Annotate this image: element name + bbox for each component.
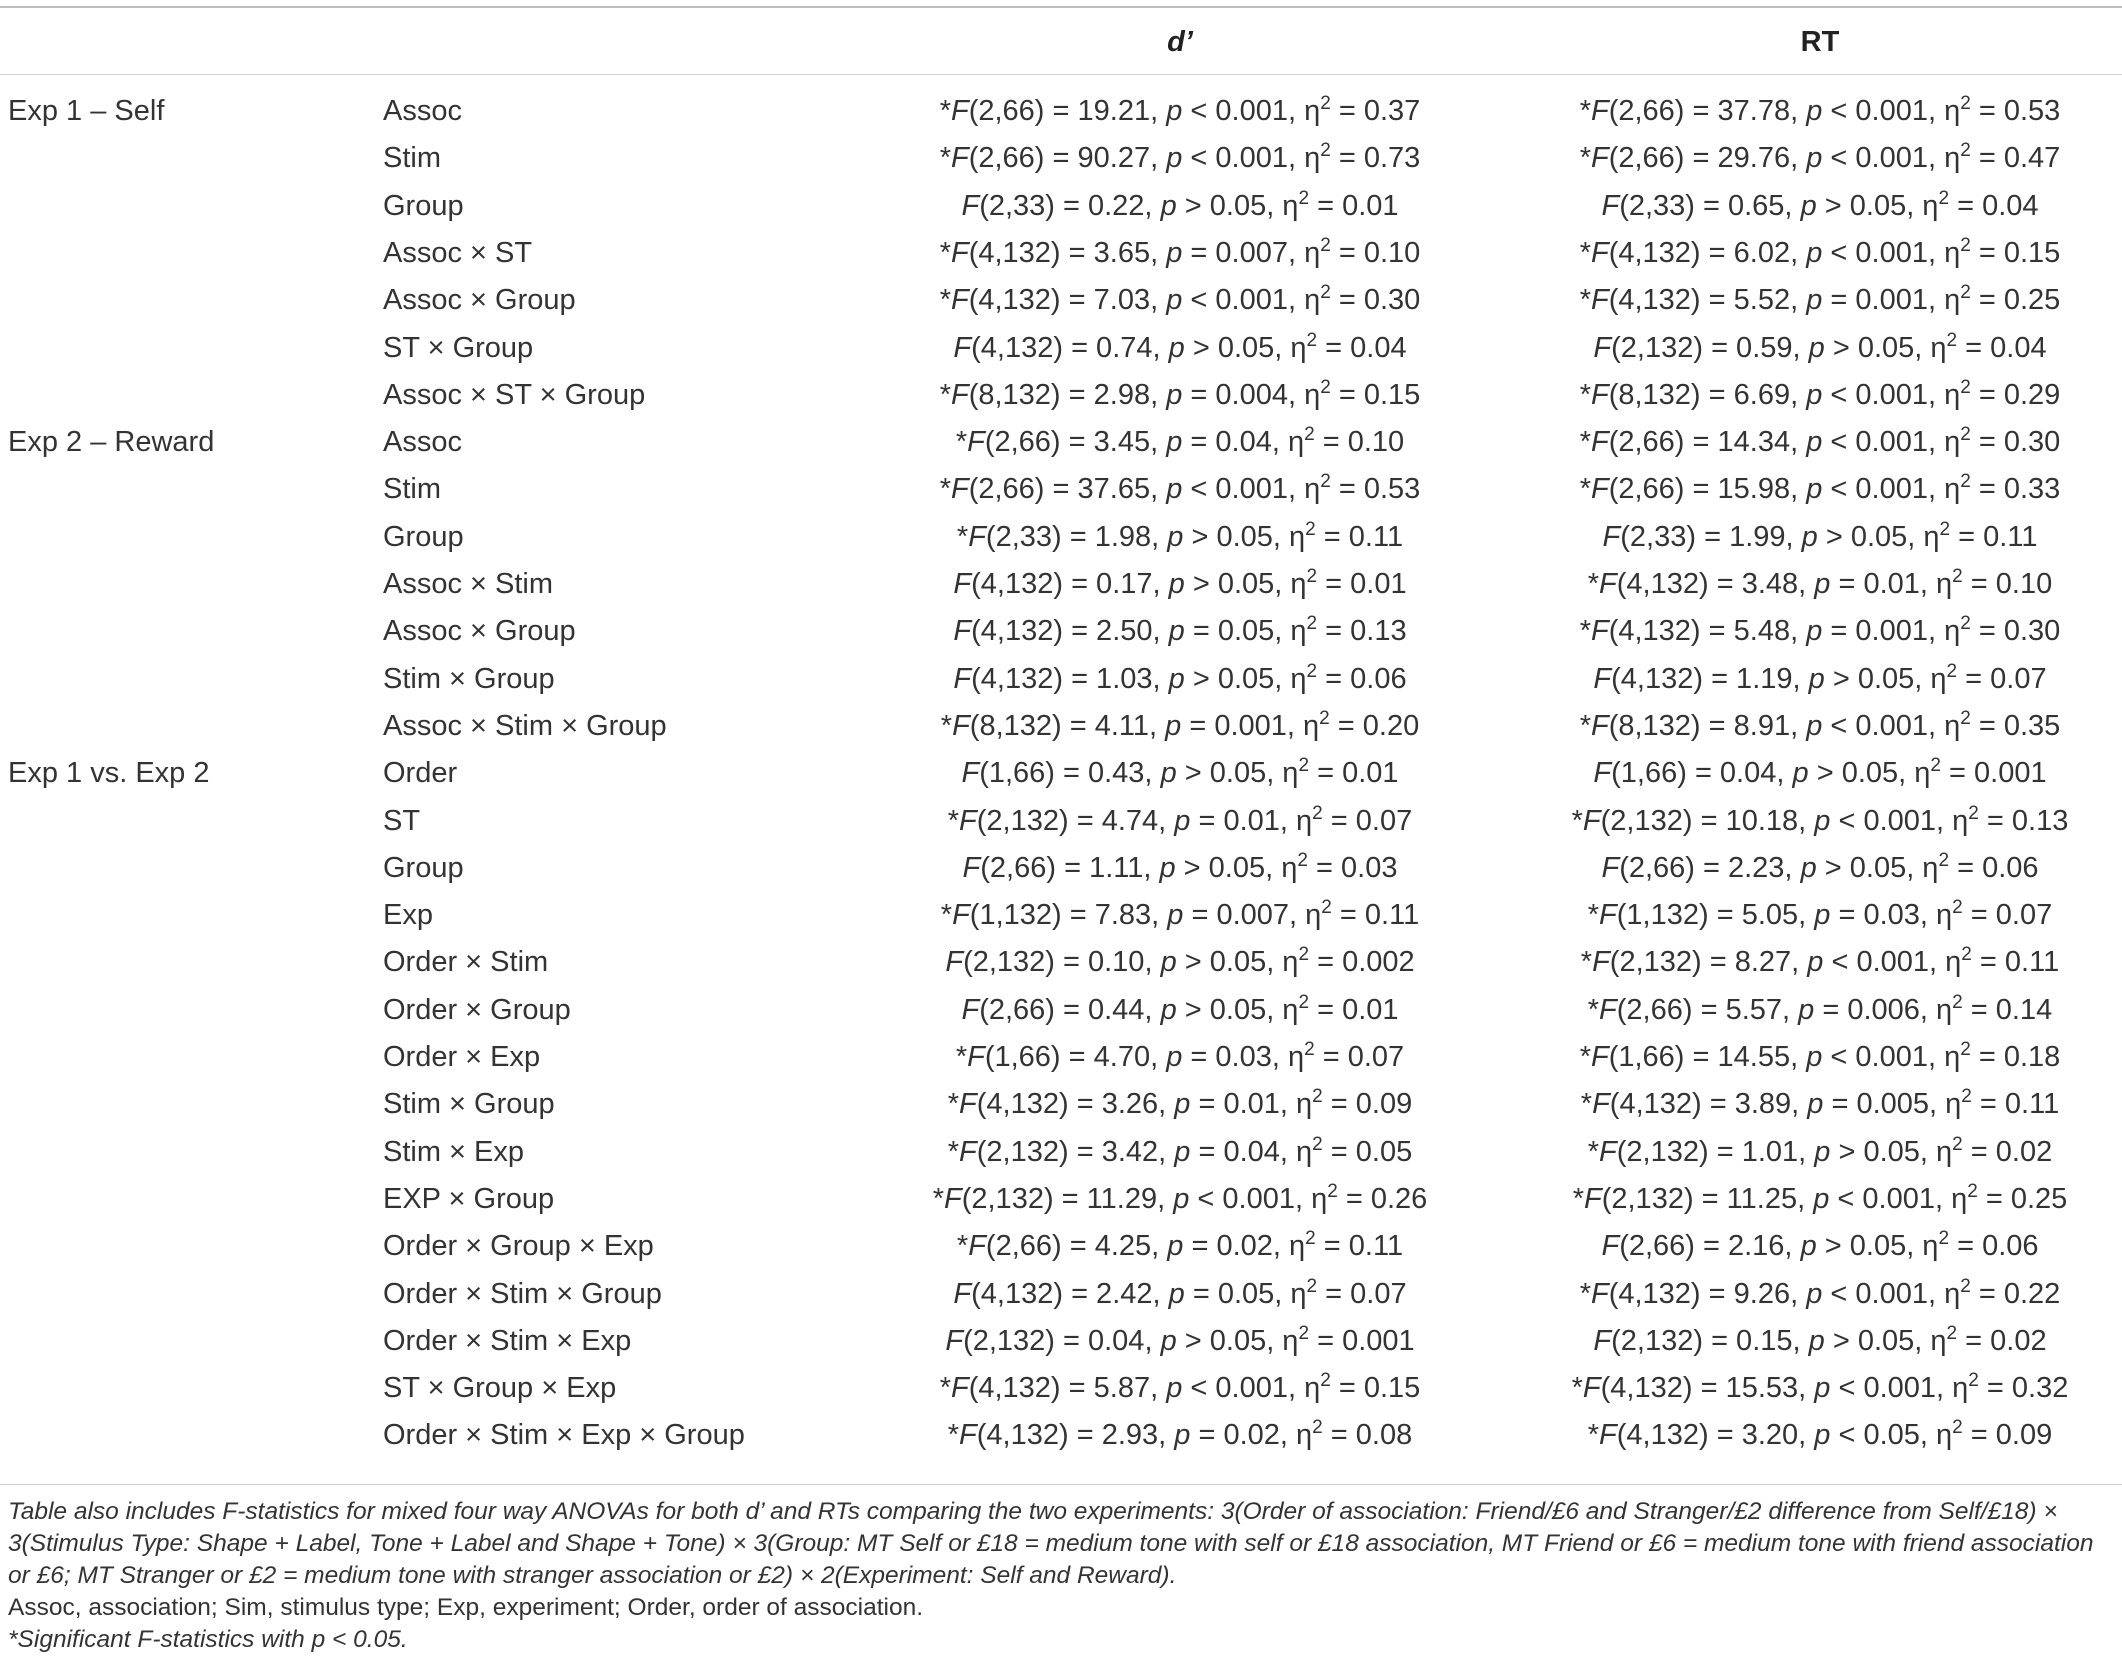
effect-label: Assoc × Stim xyxy=(383,568,554,600)
rt-stat: F(2,66) = 2.23, p > 0.05, $\eta^2 = 0.06$ xyxy=(1601,849,2039,884)
footnote-abbreviations: Assoc, association; Sim, stimulus type; Exp, experiment; Order, order of association. xyxy=(8,1594,924,1621)
rt-stat: *F(4,132) = 5.52, p = 0.001, $\eta^2 = 0.25$ xyxy=(1579,282,2061,317)
effect-label: Stim × Exp xyxy=(383,1135,525,1168)
effect-label: Assoc × ST xyxy=(383,236,533,269)
rt-stat: *F(4,132) = 3.48, p = 0.01, $\eta^2 = 0.10$ xyxy=(1587,566,2053,600)
table-row xyxy=(0,750,2122,797)
rt-stat: *F(2,66) = 14.34, p < 0.001, $\eta^2 = 0.30$ xyxy=(1579,424,2061,459)
rt-stat: *F(2,66) = 37.78, p < 0.001, $\eta^2 = 0.53$ xyxy=(1579,93,2061,127)
effect-label: Order × Stim xyxy=(383,946,549,979)
top-rule xyxy=(0,6,2122,8)
footnote-description: Table also includes F-statistics for mixed four way ANOVAs for both d’ and RTs comparing the two experiments: 3(Order of association: Friend/£6 and Stranger/£2 difference from Self/£18) × 3(Stimulus Type: Shape + Label, Tone + Label and Shape + Tone) × 3(Group: MT Self or £18 = medium tone with self or £18 association, MT Friend or £6 = medium tone with friend association or £6; MT Stranger or £2 = medium tone with stranger association or £2) × 2(Experiment: Self and Reward). xyxy=(8,1498,2094,1589)
rt-stat: *F(2,66) = 5.57, p = 0.006, $\eta^2 = 0.14$ xyxy=(1587,991,2053,1026)
effect-label: Order × Exp xyxy=(383,1041,541,1073)
dprime-stat: *F(2,66) = 37.65, p < 0.001, $\eta^2 = 0.53$ xyxy=(939,471,1421,506)
effect-label: Order × Stim × Group xyxy=(383,1277,662,1310)
table-row xyxy=(0,987,2122,1034)
effect-label: Group xyxy=(383,520,464,553)
dprime-stat: F(1,66) = 0.43, p > 0.05, $\eta^2 = 0.01$ xyxy=(961,755,1399,790)
effect-label: Assoc xyxy=(383,95,462,127)
table-row xyxy=(0,1129,2122,1176)
dprime-stat: *F(8,132) = 4.11, p = 0.001, $\eta^2 = 0.20$ xyxy=(940,707,1420,742)
table-row xyxy=(0,703,2122,750)
rt-stat: *F(2,132) = 8.27, p < 0.001, $\eta^2 = 0.11$ xyxy=(1580,944,2060,979)
dprime-stat: *F(4,132) = 7.03, p < 0.001, $\eta^2 = 0.30$ xyxy=(939,282,1421,317)
experiment-label: Exp 1 vs. Exp 2 xyxy=(8,757,210,790)
rt-stat: F(4,132) = 1.19, p > 0.05, $\eta^2 = 0.07$ xyxy=(1593,660,2047,695)
effect-label: Order × Group × Exp xyxy=(383,1230,654,1263)
rt-stat: *F(4,132) = 3.89, p = 0.005, $\eta^2 = 0.11$ xyxy=(1580,1086,2060,1121)
effect-label: Assoc × Group xyxy=(383,615,576,648)
rt-stat: *F(4,132) = 6.02, p < 0.001, $\eta^2 = 0.15$ xyxy=(1579,234,2061,269)
rt-stat: *F(4,132) = 9.26, p < 0.001, $\eta^2 = 0.22$ xyxy=(1579,1275,2061,1310)
effect-label: EXP × Group xyxy=(383,1182,555,1215)
rt-stat: *F(4,132) = 5.48, p = 0.001, $\eta^2 = 0.30$ xyxy=(1579,613,2061,648)
rt-stat: *F(1,66) = 14.55, p < 0.001, $\eta^2 = 0.18$ xyxy=(1579,1039,2061,1073)
dprime-stat: F(4,132) = 0.17, p > 0.05, $\eta^2 = 0.01$ xyxy=(953,566,1407,600)
rt-stat: *F(8,132) = 8.91, p < 0.001, $\eta^2 = 0.35$ xyxy=(1579,707,2061,742)
effect-label: Assoc × Group xyxy=(383,284,576,317)
table-row xyxy=(0,845,2122,892)
footnote-significance: *Significant F-statistics with p < 0.05. xyxy=(8,1626,408,1653)
table-row xyxy=(0,1081,2122,1128)
rt-stat: *F(2,132) = 1.01, p > 0.05, $\eta^2 = 0.02$ xyxy=(1587,1133,2053,1168)
table-row xyxy=(0,939,2122,986)
table-row xyxy=(0,277,2122,324)
effect-label: Assoc × Stim × Group xyxy=(383,709,667,742)
dprime-stat: *F(2,66) = 3.45, p = 0.04, $\eta^2 = 0.10$ xyxy=(955,424,1405,459)
table-row xyxy=(0,1412,2122,1459)
table-row xyxy=(0,88,2122,135)
effect-label: Stim xyxy=(383,142,441,175)
rt-stat: F(1,66) = 0.04, p > 0.05, $\eta^2 = 0.001$ xyxy=(1593,755,2047,790)
dprime-stat: *F(4,132) = 5.87, p < 0.001, $\eta^2 = 0.15$ xyxy=(939,1370,1421,1405)
table-row xyxy=(0,798,2122,845)
effect-label: Exp xyxy=(383,899,433,932)
effect-label: Order × Stim × Exp xyxy=(383,1324,632,1357)
table-row xyxy=(0,561,2122,608)
rt-stat: F(2,132) = 0.15, p > 0.05, $\eta^2 = 0.02$ xyxy=(1593,1322,2047,1357)
table-row xyxy=(0,1271,2122,1318)
dprime-stat: F(2,66) = 1.11, p > 0.05, $\eta^2 = 0.03$ xyxy=(962,849,1398,884)
rt-stat: F(2,33) = 0.65, p > 0.05, $\eta^2 = 0.04$ xyxy=(1601,187,2039,222)
rt-stat: *F(4,132) = 15.53, p < 0.001, $\eta^2 = 0.32$ xyxy=(1571,1370,2069,1405)
rt-stat: F(2,132) = 0.59, p > 0.05, $\eta^2 = 0.04$ xyxy=(1593,329,2047,364)
effect-label: Stim × Group xyxy=(383,662,555,695)
dprime-stat: *F(2,132) = 3.42, p = 0.04, $\eta^2 = 0.05$ xyxy=(947,1133,1413,1168)
dprime-stat: *F(2,66) = 90.27, p < 0.001, $\eta^2 = 0.73$ xyxy=(939,140,1421,175)
header-rule xyxy=(0,74,2122,75)
rt-stat: F(2,33) = 1.99, p > 0.05, $\eta^2 = 0.11$ xyxy=(1602,518,2038,553)
dprime-stat: F(2,66) = 0.44, p > 0.05, $\eta^2 = 0.01$ xyxy=(961,991,1399,1026)
dprime-stat: F(2,132) = 0.10, p > 0.05, $\eta^2 = 0.002$ xyxy=(945,944,1415,979)
effect-label: Assoc xyxy=(383,426,462,459)
table-row xyxy=(0,1176,2122,1223)
effect-label: ST × Group xyxy=(383,331,534,364)
effect-label: ST xyxy=(383,804,421,837)
table-row xyxy=(0,325,2122,372)
effect-label: Assoc × ST × Group xyxy=(383,378,646,411)
table-row xyxy=(0,1034,2122,1081)
dprime-stat: F(2,33) = 0.22, p > 0.05, $\eta^2 = 0.01$ xyxy=(961,187,1399,222)
dprime-stat: F(2,132) = 0.04, p > 0.05, $\eta^2 = 0.001$ xyxy=(945,1322,1415,1357)
dprime-stat: *F(2,132) = 4.74, p = 0.01, $\eta^2 = 0.07$ xyxy=(947,802,1413,837)
rt-stat: *F(2,132) = 11.25, p < 0.001, $\eta^2 = 0.25$ xyxy=(1572,1180,2068,1215)
dprime-stat: F(4,132) = 2.42, p = 0.05, $\eta^2 = 0.07$ xyxy=(953,1275,1407,1310)
table-row xyxy=(0,372,2122,419)
experiment-label: Exp 1 – Self xyxy=(8,95,165,127)
rt-stat: *F(1,132) = 5.05, p = 0.03, $\eta^2 = 0.07$ xyxy=(1587,897,2053,932)
dprime-stat: F(4,132) = 2.50, p = 0.05, $\eta^2 = 0.13$ xyxy=(953,613,1407,648)
table-row xyxy=(0,892,2122,939)
rt-stat: F(2,66) = 2.16, p > 0.05, $\eta^2 = 0.06$ xyxy=(1601,1228,2039,1263)
table-row xyxy=(0,1223,2122,1270)
rt-stat: *F(8,132) = 6.69, p < 0.001, $\eta^2 = 0.29$ xyxy=(1579,376,2061,411)
dprime-stat: *F(8,132) = 2.98, p = 0.004, $\eta^2 = 0.15$ xyxy=(939,376,1421,411)
dprime-stat: *F(4,132) = 2.93, p = 0.02, $\eta^2 = 0.08$ xyxy=(947,1417,1413,1452)
dprime-stat: *F(4,132) = 3.26, p = 0.01, $\eta^2 = 0.09$ xyxy=(947,1086,1413,1121)
table-footnotes xyxy=(8,1496,2116,1656)
effect-label: Order xyxy=(383,757,458,790)
rt-stat: *F(2,66) = 29.76, p < 0.001, $\eta^2 = 0.47$ xyxy=(1579,140,2061,175)
table-row xyxy=(0,230,2122,277)
effect-label: Stim xyxy=(383,473,441,506)
table-row xyxy=(0,135,2122,182)
effect-label: Stim × Group xyxy=(383,1088,555,1121)
dprime-stat: *F(4,132) = 3.65, p = 0.007, $\eta^2 = 0.10$ xyxy=(939,234,1421,269)
rt-stat: *F(2,66) = 15.98, p < 0.001, $\eta^2 = 0.33$ xyxy=(1579,471,2061,506)
header-dprime: d’ xyxy=(1167,26,1193,58)
table-row xyxy=(0,656,2122,703)
bottom-rule xyxy=(0,1484,2122,1485)
effect-label: Group xyxy=(383,851,464,884)
dprime-stat: *F(1,132) = 7.83, p = 0.007, $\eta^2 = 0.11$ xyxy=(940,897,1420,932)
experiment-label: Exp 2 – Reward xyxy=(8,426,215,459)
effect-label: Group xyxy=(383,189,464,222)
effect-label: Order × Group xyxy=(383,993,571,1026)
dprime-stat: *F(2,66) = 4.25, p = 0.02, $\eta^2 = 0.11$ xyxy=(956,1228,1404,1263)
table-row xyxy=(0,1318,2122,1365)
table-row xyxy=(0,1365,2122,1412)
table-row xyxy=(0,514,2122,561)
dprime-stat: *F(2,33) = 1.98, p > 0.05, $\eta^2 = 0.11$ xyxy=(956,518,1404,553)
table-row xyxy=(0,419,2122,466)
dprime-stat: *F(1,66) = 4.70, p = 0.03, $\eta^2 = 0.07$ xyxy=(955,1039,1405,1073)
header-rt: RT xyxy=(1800,26,1840,58)
rt-stat: *F(2,132) = 10.18, p < 0.001, $\eta^2 = 0.13$ xyxy=(1571,802,2069,837)
rt-stat: *F(4,132) = 3.20, p < 0.05, $\eta^2 = 0.09$ xyxy=(1587,1417,2053,1452)
dprime-stat: F(4,132) = 0.74, p > 0.05, $\eta^2 = 0.04$ xyxy=(953,329,1407,364)
dprime-stat: *F(2,66) = 19.21, p < 0.001, $\eta^2 = 0.37$ xyxy=(939,93,1421,127)
effect-label: ST × Group × Exp xyxy=(383,1372,617,1405)
table-row xyxy=(0,183,2122,230)
dprime-stat: F(4,132) = 1.03, p > 0.05, $\eta^2 = 0.06$ xyxy=(953,660,1407,695)
dprime-stat: *F(2,132) = 11.29, p < 0.001, $\eta^2 = 0.26$ xyxy=(932,1180,1428,1215)
effect-label: Order × Stim × Exp × Group xyxy=(383,1419,745,1452)
table-row xyxy=(0,608,2122,655)
table-row xyxy=(0,466,2122,513)
